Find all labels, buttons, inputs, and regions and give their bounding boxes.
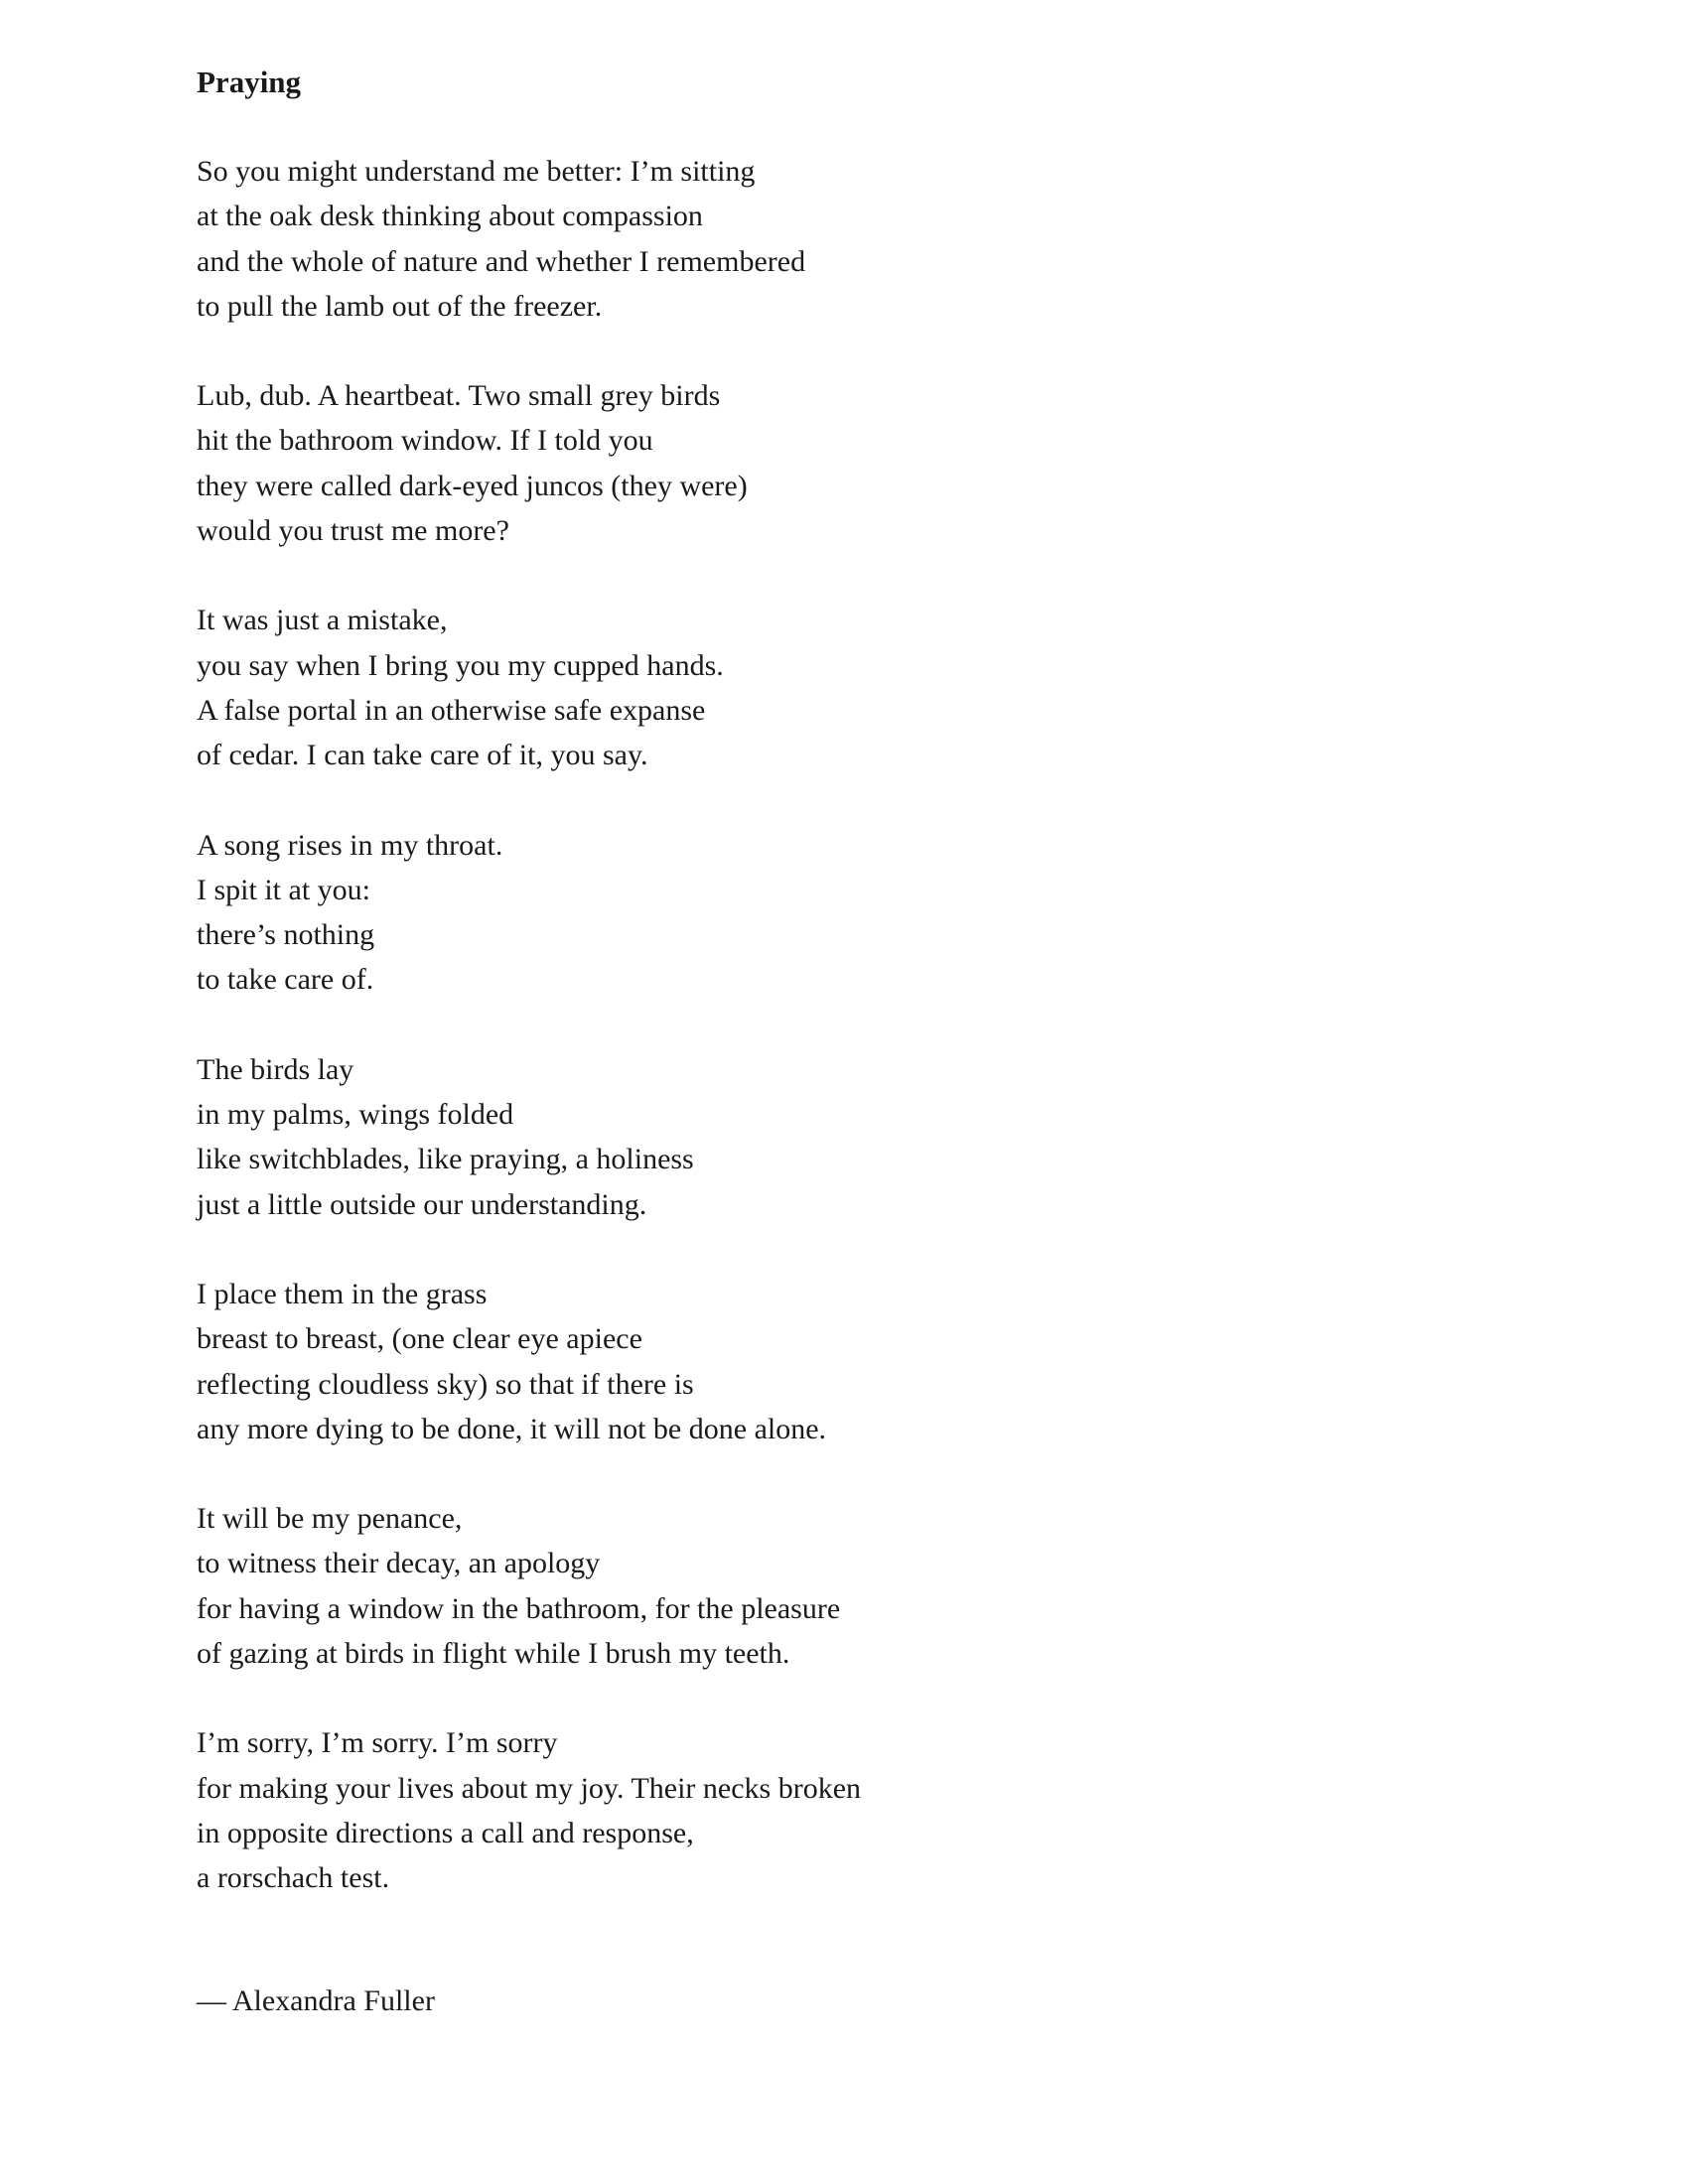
poem-line: A song rises in my throat.: [197, 828, 503, 862]
poem-attribution: — Alexandra Fuller: [197, 1984, 435, 2017]
poem-line: breast to breast, (one clear eye apiece: [197, 1322, 642, 1356]
poem-line: I place them in the grass: [197, 1277, 488, 1310]
poem-line: I spit it at you:: [197, 873, 370, 906]
poem-line: just a little outside our understanding.: [197, 1187, 647, 1221]
poem-line: So you might understand me better: I’m sitting: [197, 155, 756, 188]
poem-line: in my palms, wings folded: [197, 1098, 514, 1132]
stanza: [197, 1720, 1388, 1900]
stanza: [197, 373, 1388, 553]
stanza: [197, 823, 1388, 1003]
poem-line: there’s nothing: [197, 918, 375, 952]
poem-line: It will be my penance,: [197, 1502, 463, 1536]
poem-line: for having a window in the bathroom, for the pleasure: [197, 1591, 841, 1625]
poem-line: would you trust me more?: [197, 514, 509, 548]
poem-line: The birds lay: [197, 1052, 354, 1086]
poem-line: of gazing at birds in flight while I brush my teeth.: [197, 1637, 790, 1671]
poem-line: to pull the lamb out of the freezer.: [197, 289, 603, 323]
poem-line: a rorschach test.: [197, 1861, 390, 1895]
poem-line: I’m sorry, I’m sorry. I’m sorry: [197, 1726, 558, 1760]
poem-line: A false portal in an otherwise safe expanse: [197, 693, 706, 727]
stanza: [197, 149, 1388, 329]
poem-line: you say when I bring you my cupped hands.: [197, 648, 724, 682]
stanza: [197, 1272, 1388, 1451]
poem-line: to take care of.: [197, 963, 374, 997]
poem-line: they were called dark-eyed juncos (they were): [197, 469, 748, 502]
stanza: [197, 1047, 1388, 1227]
poem-line: Lub, dub. A heartbeat. Two small grey birds: [197, 379, 721, 413]
poem-line: like switchblades, like praying, a holiness: [197, 1143, 694, 1176]
poem-line: hit the bathroom window. If I told you: [197, 424, 653, 458]
poem-title: Praying: [197, 65, 302, 99]
poem-line: in opposite directions a call and response,: [197, 1816, 694, 1849]
poem-line: of cedar. I can take care of it, you say.: [197, 739, 648, 772]
poem-line: to witness their decay, an apology: [197, 1547, 601, 1580]
poem-line: for making your lives about my joy. Their necks broken: [197, 1771, 862, 1805]
stanza: [197, 598, 1388, 777]
stanza: [197, 1496, 1388, 1676]
poem-line: reflecting cloudless sky) so that if there is: [197, 1367, 694, 1401]
poem-line: It was just a mistake,: [197, 604, 448, 637]
poem-line: and the whole of nature and whether I remembered: [197, 244, 806, 278]
poem-page: [197, 60, 1388, 1946]
poem-line: at the oak desk thinking about compassion: [197, 200, 703, 233]
poem-line: any more dying to be done, it will not be done alone.: [197, 1412, 827, 1445]
